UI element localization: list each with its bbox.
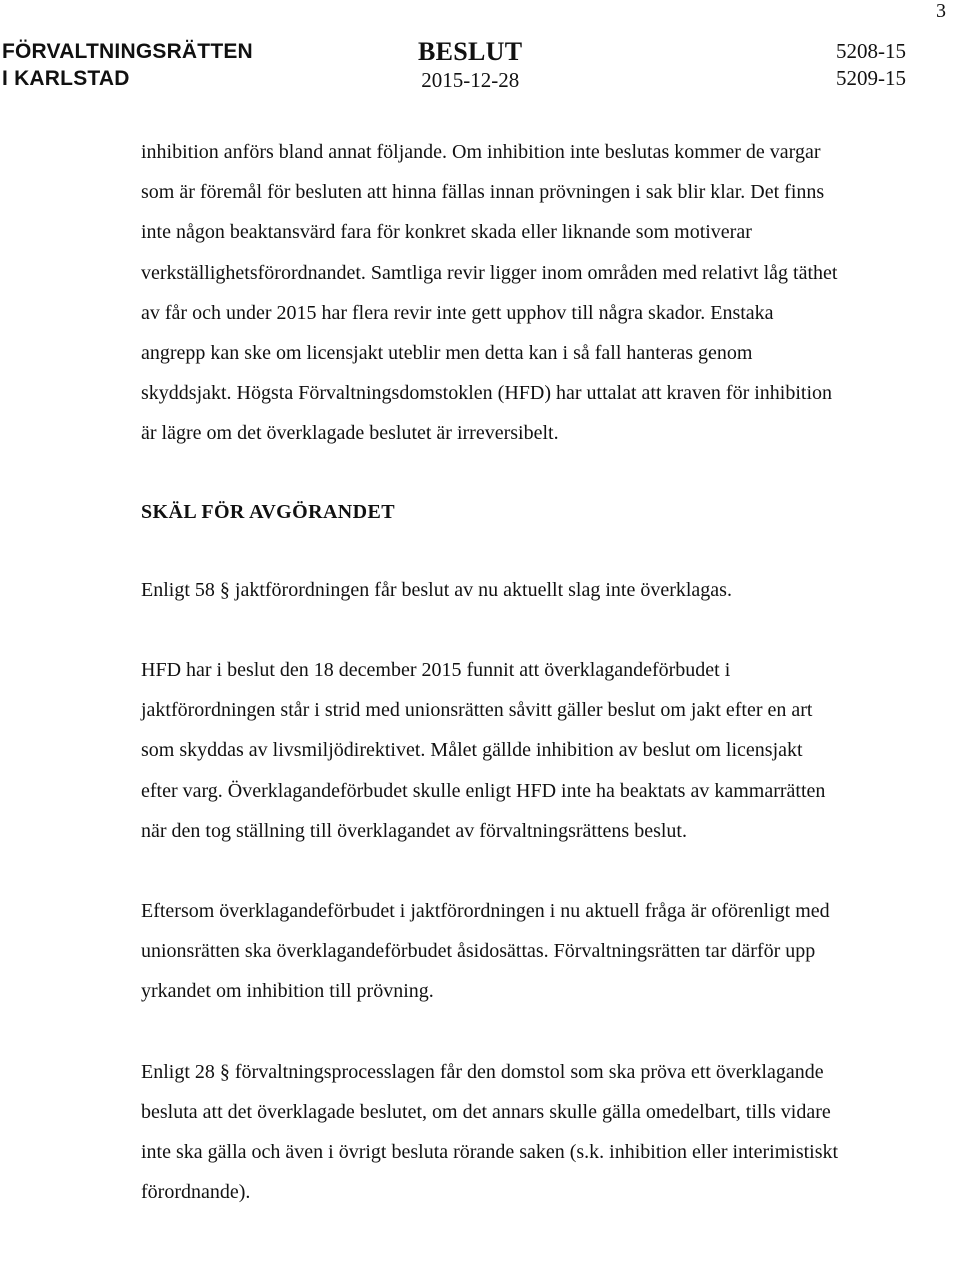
document-header xyxy=(0,38,960,98)
document-type: BESLUT xyxy=(418,37,523,66)
court-name-line-1: FÖRVALTNINGSRÄTTEN xyxy=(2,40,253,63)
court-name-line-2: I KARLSTAD xyxy=(2,67,130,90)
decision-block xyxy=(418,38,522,94)
case-numbers xyxy=(836,38,906,92)
paragraph-continued-inhibition-arguments: inhibition anförs bland annat följande. Om inhibition inte beslutas kommer de vargar som är föremål för besluten att hinna fällas innan prövningen i sak blir klar. Det finns inte någon beaktansvärd fara för konkret skada eller liknande som motiverar verkställighetsförordnandet. Samtliga revir ligger inom områden med relativt låg täthet av får och under 2015 har flera revir inte gett upphov till några skador. Enstaka angrepp kan ske om licensjakt uteblir men detta kan i så fall hanteras genom skyddsjakt. Högsta Förvaltningsdomstoklen (HFD) har uttalat att kraven för inhibition är lägre om det överklagade beslutet är irreversibelt. xyxy=(141,141,838,445)
section-heading: SKÄL FÖR AVGÖRANDET xyxy=(141,500,395,523)
court-name xyxy=(2,38,253,92)
document-body xyxy=(141,132,841,1212)
paragraph-hfd-decision: HFD har i beslut den 18 december 2015 funnit att överklagandeförbudet i jaktförordningen står i strid med unionsrätten såvitt gäller beslut om jakt efter en art som skyddas av livsmiljödirektivet. Målet gällde inhibition av beslut om licensjakt efter varg. Överklagandeförbudet skulle enligt HFD inte ha beaktats av kammarrätten när den tog ställning till överklagandet av förvaltningsrättens beslut. xyxy=(141,659,826,842)
paragraph-forvaltningsprocesslagen: Enligt 28 § förvaltningsprocesslagen får den domstol som ska pröva ett överklagande besluta att det överklagade beslutet, om det annars skulle gälla omedelbart, tills vidare inte ska gälla och även i övrigt besluta rörande saken (s.k. inhibition eller interimistiskt förordnande). xyxy=(141,1060,839,1204)
paragraph-eu-law: Eftersom överklagandeförbudet i jaktförordningen i nu aktuell fråga är oförenligt med unionsrätten ska överklagandeförbudet åsidosättas. Förvaltningsrätten tar därför upp yrkandet om inhibition till prövning. xyxy=(141,900,830,1003)
paragraph-jaktforordningen: Enligt 58 § jaktförordningen får beslut av nu aktuellt slag inte överklagas. xyxy=(141,578,732,601)
decision-date: 2015-12-28 xyxy=(421,68,520,92)
case-number-1: 5208-15 xyxy=(836,39,906,63)
case-number-2: 5209-15 xyxy=(836,66,906,90)
page-number: 3 xyxy=(936,0,946,22)
